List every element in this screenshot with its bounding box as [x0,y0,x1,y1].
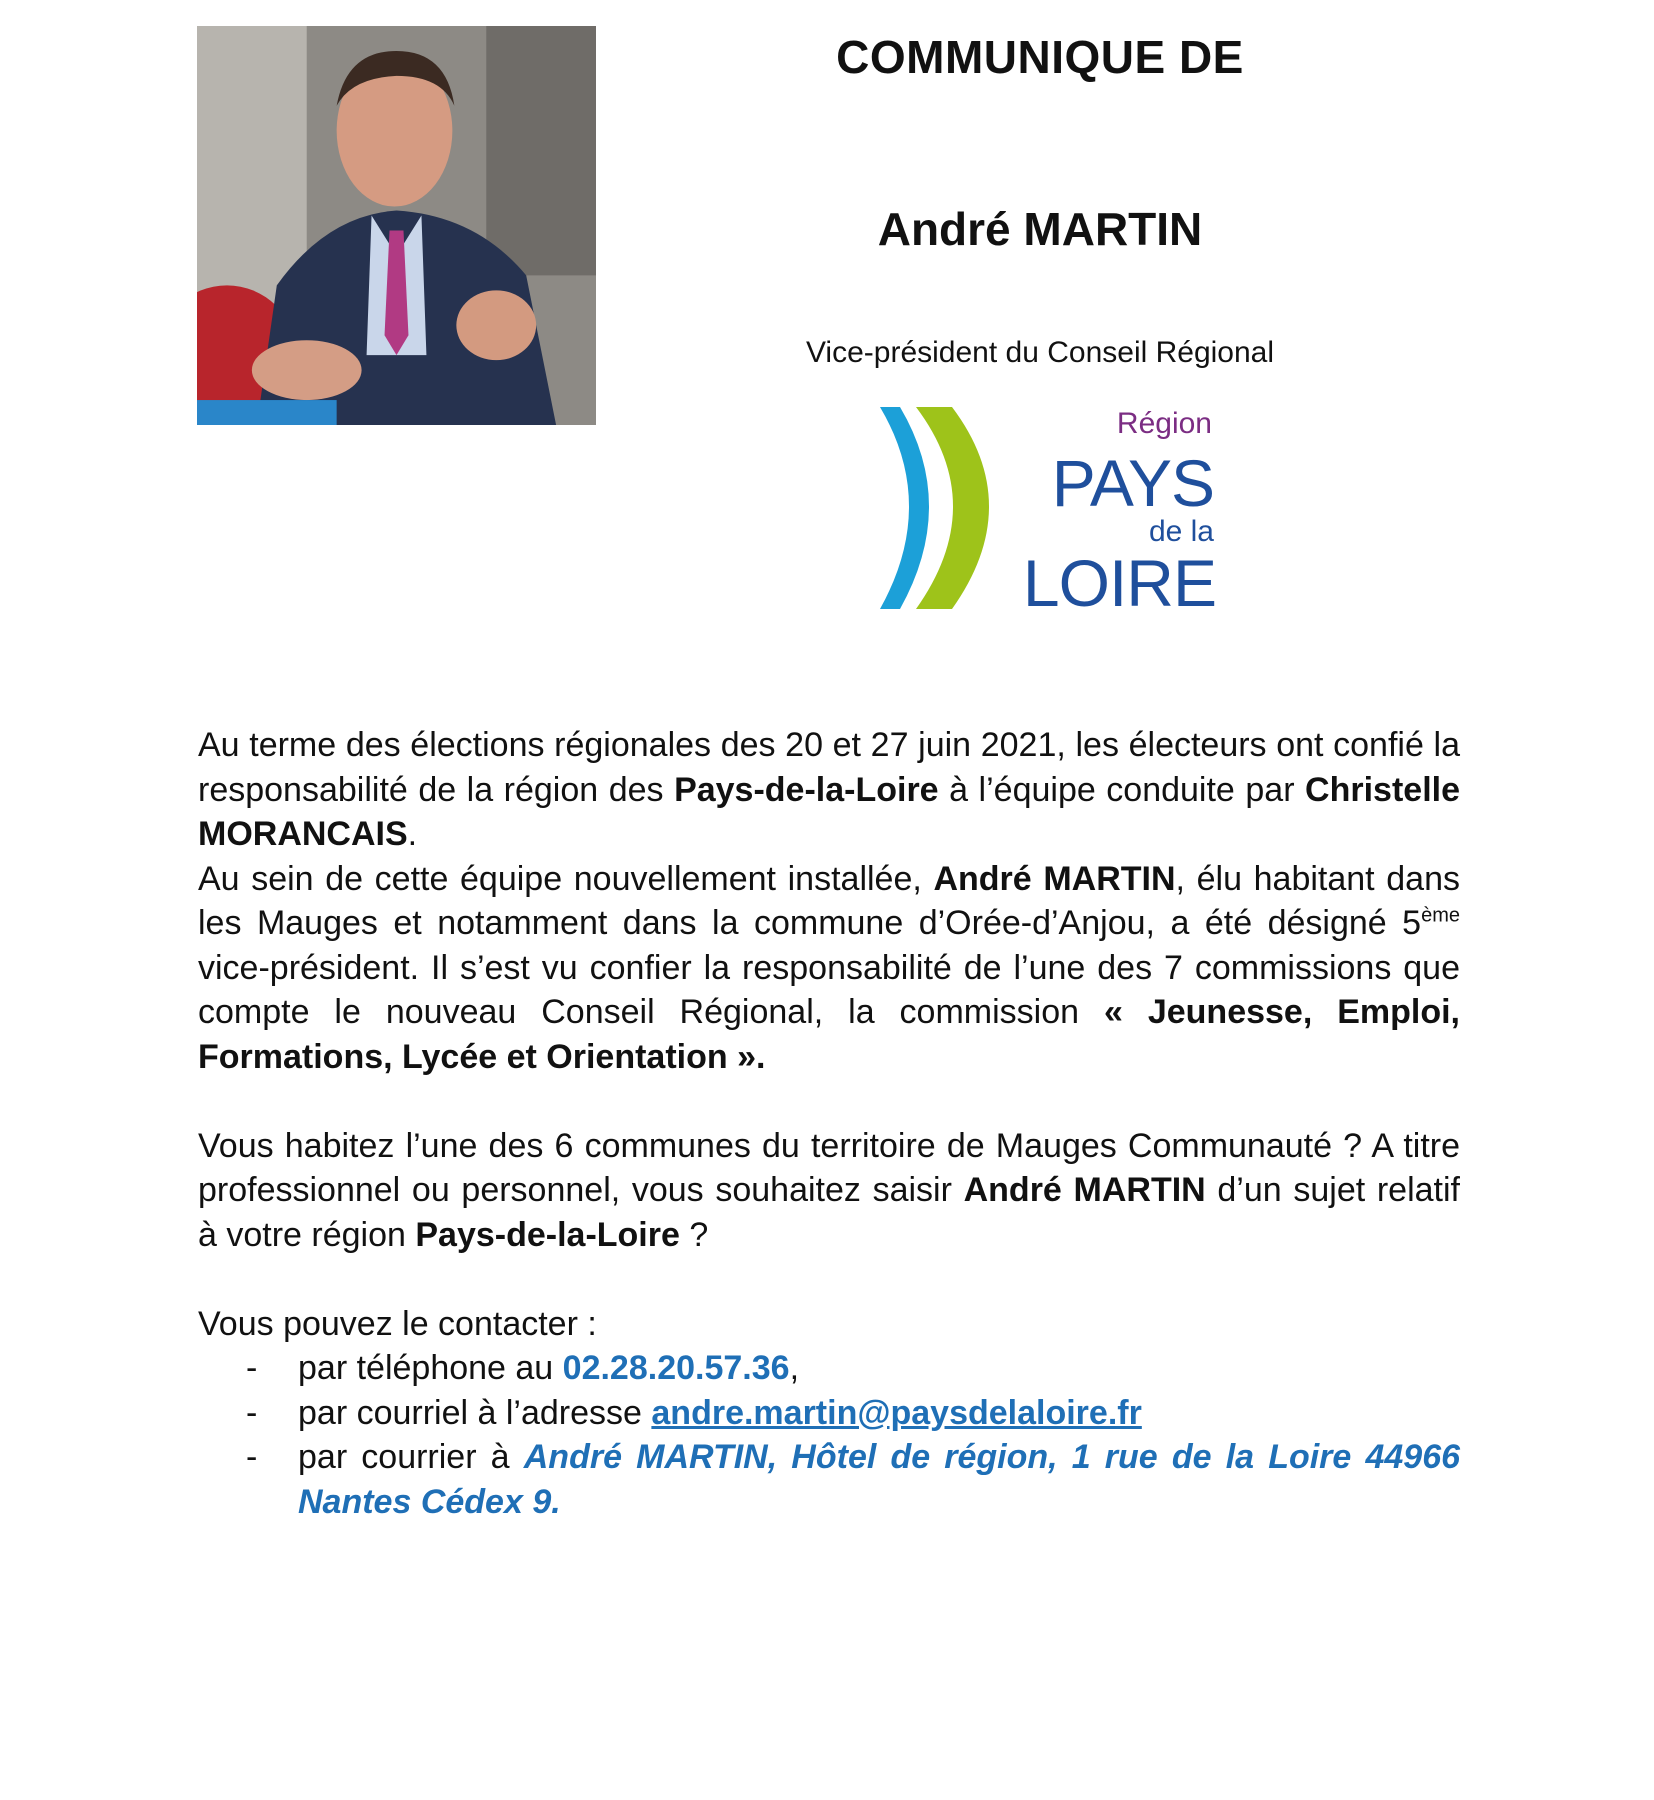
logo-text-loire: LOIRE [1022,546,1216,620]
body-text [198,723,1460,1524]
region-logo [860,405,1220,620]
paragraph-appointment: Au sein de cette équipe nouvellement installée, André MARTIN, élu habitant dans les Mauges et notamment dans la commune d’Orée-d’Anjou, a été désigné 5ème vice-président. Il s’est vu confier la responsabilité de l’une des 7 commissions que compte le nouveau Conseil Régional, la commission « Jeunesse, Emploi, Formations, Lycée et Orientation ». [198,859,1460,1076]
page-title: COMMUNIQUE DE [836,31,1244,83]
contact-mail-item: - par courrier à André MARTIN, Hôtel de région, 1 rue de la Loire 44966 Nantes Cédex 9. [246,1438,1461,1521]
paragraph-election: Au terme des élections régionales des 20 et 27 juin 2021, les électeurs ont confié la responsabilité de la région des Pays-de-la-Loire à l’équipe conduite par Christelle MORANCAIS. [198,726,1460,853]
contact-list [198,1346,1460,1524]
email-link[interactable]: andre.martin@paysdelaloire.fr [651,1393,1142,1432]
logo-text-pays: PAYS [1051,446,1214,520]
paragraph-invitation: Vous habitez l’une des 6 communes du territoire de Mauges Communauté ? A titre professionnel ou personnel, vous souhaitez saisir André MARTIN d’un sujet relatif à votre région Pays-de-la-Loire ? [198,1126,1460,1254]
logo-text-de-la: de la [1148,515,1214,548]
contact-email-item: - par courriel à l’adresse andre.martin@paysdelaloire.fr [246,1393,1142,1432]
postal-address: André MARTIN, Hôtel de région, 1 rue de la Loire 44966 Nantes Cédex 9. [298,1438,1461,1521]
logo-text-region: Région [1116,407,1212,440]
author-role: Vice-président du Conseil Régional [805,336,1275,369]
author-name: André MARTIN [877,203,1203,255]
contact-intro: Vous pouvez le contacter : [198,1304,597,1343]
phone-number[interactable]: 02.28.20.57.36 [562,1349,790,1387]
portrait-photo [197,26,596,425]
contact-phone-item: - par téléphone au 02.28.20.57.36, [246,1349,800,1387]
